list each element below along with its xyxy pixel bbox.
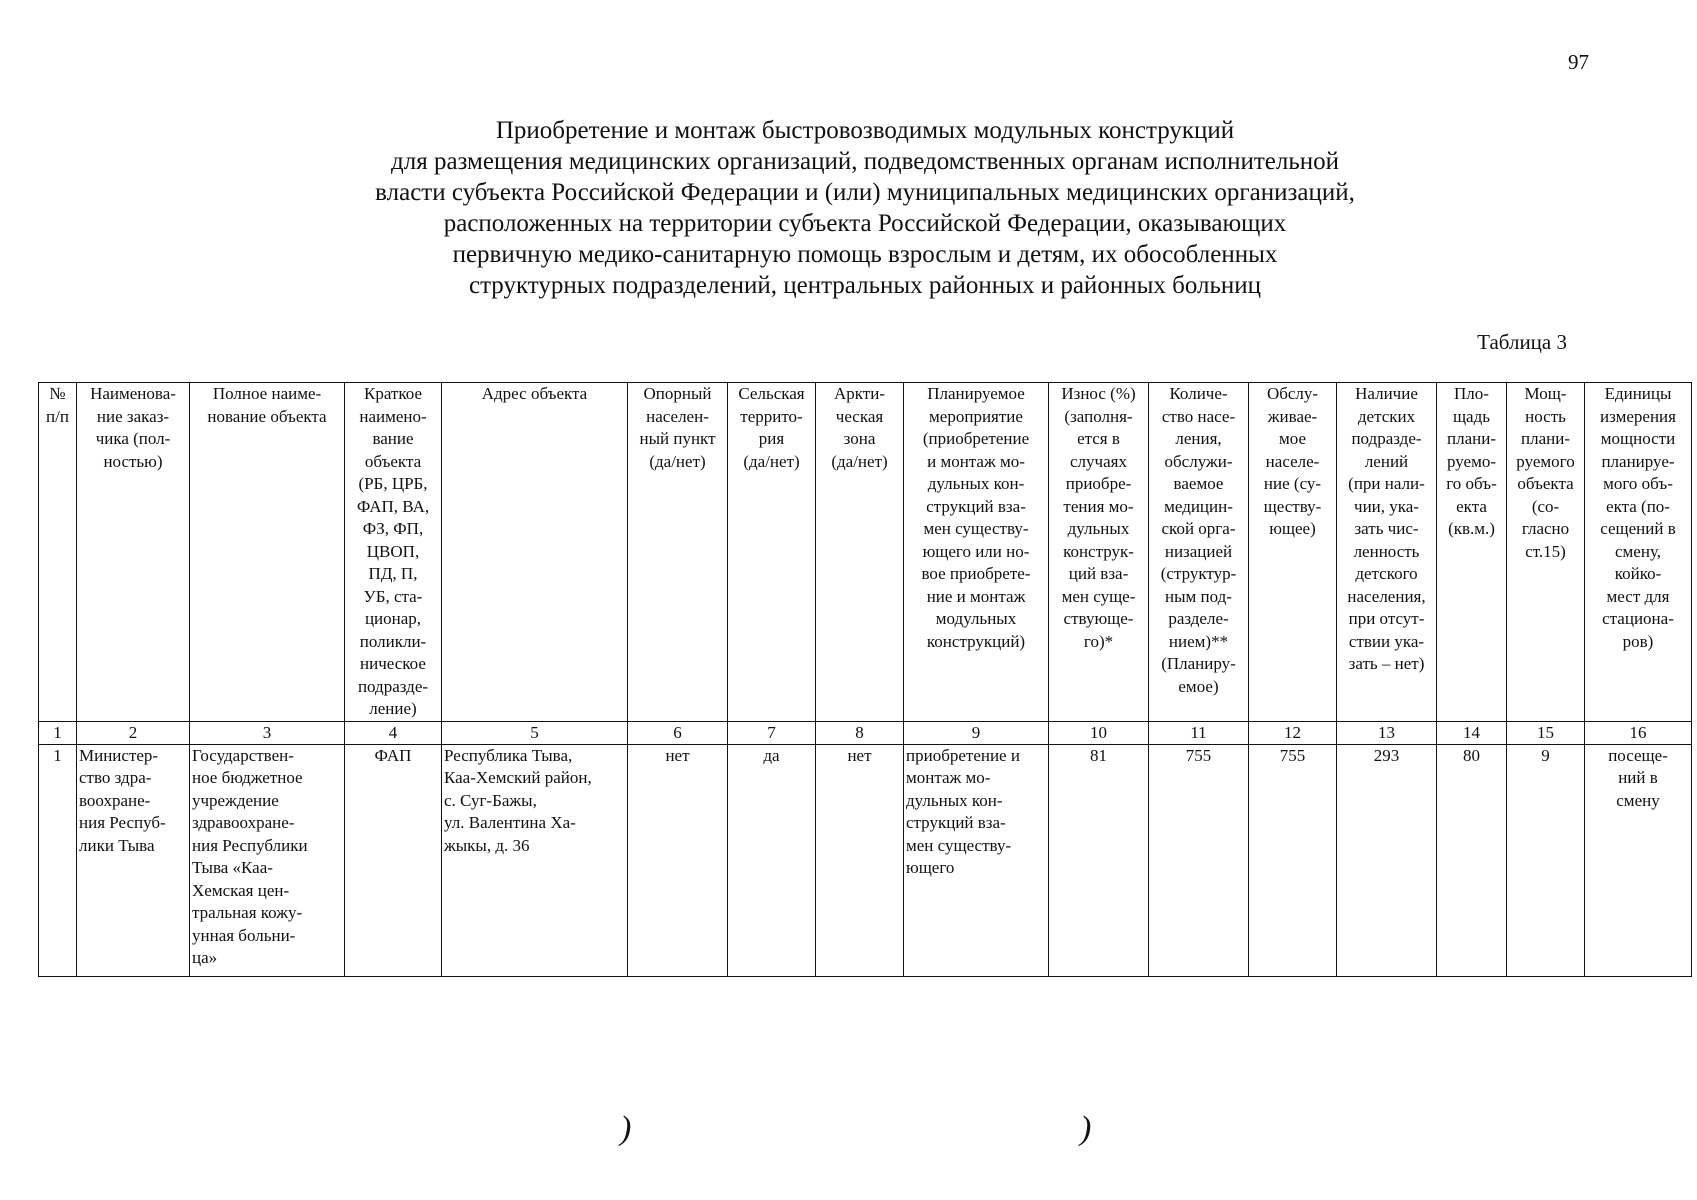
column-number: 6 <box>628 721 728 744</box>
column-header: Планируемое мероприятие (приобретение и монтаж мо- дульных кон- струкций вза- мен существу- ющего или но- вое приобрете- ние и монтаж модульных конструкций) <box>904 383 1049 722</box>
column-header: Пло- щадь плани- руемо- го объ- екта (кв.м.) <box>1437 383 1507 722</box>
table-cell: Министер- ство здра- воохране- ния Респуб- лики Тыва <box>77 744 190 976</box>
page-number: 97 <box>1568 50 1589 74</box>
column-header: Количе- ство насе- ления, обслужи- ваемое медицин- ской орга- низацией (структур- ным под- разделе- нием)** (Планиру- емое) <box>1149 383 1249 722</box>
column-number: 16 <box>1585 721 1692 744</box>
column-number: 5 <box>442 721 628 744</box>
column-number: 15 <box>1507 721 1585 744</box>
title-line: первичную медико-санитарную помощь взрослым и детям, их обособленных <box>452 241 1278 268</box>
document-title <box>250 115 1480 301</box>
table-cell: посеще- ний в смену <box>1585 744 1692 976</box>
table-cell: 293 <box>1337 744 1437 976</box>
column-header: № п/п <box>39 383 77 722</box>
column-header: Адрес объекта <box>442 383 628 722</box>
column-number: 2 <box>77 721 190 744</box>
column-number: 13 <box>1337 721 1437 744</box>
column-number-row <box>39 721 1692 744</box>
table-cell: 755 <box>1249 744 1337 976</box>
column-header: Опорный населен- ный пункт (да/нет) <box>628 383 728 722</box>
table-header-row <box>39 383 1692 722</box>
table-cell: 1 <box>39 744 77 976</box>
column-number: 14 <box>1437 721 1507 744</box>
column-number: 4 <box>345 721 442 744</box>
column-number: 10 <box>1049 721 1149 744</box>
column-header: Сельская террито- рия (да/нет) <box>728 383 816 722</box>
table-cell: 80 <box>1437 744 1507 976</box>
handwritten-mark: ) <box>620 1110 632 1147</box>
title-line: структурных подразделений, центральных районных и районных больниц <box>468 272 1262 299</box>
column-number: 7 <box>728 721 816 744</box>
column-header: Краткое наимено- вание объекта (РБ, ЦРБ, ФАП, ВА, ФЗ, ФП, ЦВОП, ПД, П, УБ, ста- ционар, поликли- ническое подразде- ление) <box>345 383 442 722</box>
title-line: расположенных на территории субъекта Российской Федерации, оказывающих <box>443 210 1287 237</box>
table-cell: нет <box>628 744 728 976</box>
column-number: 8 <box>816 721 904 744</box>
table-cell: 9 <box>1507 744 1585 976</box>
table-cell: приобретение и монтаж мо- дульных кон- струкций вза- мен существу- ющего <box>904 744 1049 976</box>
column-header: Полное наиме- нование объекта <box>190 383 345 722</box>
column-header: Обслу- живае- мое населе- ние (су- ществу- ющее) <box>1249 383 1337 722</box>
title-line: Приобретение и монтаж быстровозводимых модульных конструкций <box>495 117 1235 144</box>
column-header: Наличие детских подразде- лений (при нали- чии, ука- зать чис- ленность детского населения, при отсут- ствии ука- зать – нет) <box>1337 383 1437 722</box>
table-label: Таблица 3 <box>1477 330 1567 354</box>
column-number: 12 <box>1249 721 1337 744</box>
title-line: власти субъекта Российской Федерации и (или) муниципальных медицинских организаций, <box>375 179 1355 206</box>
handwritten-mark: ) <box>1080 1110 1092 1147</box>
table-cell: нет <box>816 744 904 976</box>
table-row <box>39 744 1692 976</box>
table-cell: 81 <box>1049 744 1149 976</box>
table-cell: ФАП <box>345 744 442 976</box>
column-header: Единицы измерения мощности планируе- мого объ- екта (по- сещений в смену, койко- мест для стациона- ров) <box>1585 383 1692 722</box>
table-cell: да <box>728 744 816 976</box>
column-header: Износ (%) (заполня- ется в случаях приобре- тения мо- дульных конструк- ций вза- мен суще- ствующе- го)* <box>1049 383 1149 722</box>
column-header: Мощ- ность плани- руемого объекта (со- гласно ст.15) <box>1507 383 1585 722</box>
table-cell: 755 <box>1149 744 1249 976</box>
column-number: 3 <box>190 721 345 744</box>
column-number: 9 <box>904 721 1049 744</box>
column-number: 11 <box>1149 721 1249 744</box>
table-cell: Республика Тыва, Каа-Хемский район, с. Суг-Бажы, ул. Валентина Ха- жыкы, д. 36 <box>442 744 628 976</box>
title-line: для размещения медицинских организаций, подведомственных органам исполнительной <box>391 148 1339 175</box>
data-table <box>38 382 1692 977</box>
column-header: Аркти- ческая зона (да/нет) <box>816 383 904 722</box>
column-header: Наименова- ние заказ- чика (пол- ностью) <box>77 383 190 722</box>
table-cell: Государствен- ное бюджетное учреждение здравоохране- ния Республики Тыва «Каа- Хемская цен- тральная кожу- унная больни- ца» <box>190 744 345 976</box>
column-number: 1 <box>39 721 77 744</box>
